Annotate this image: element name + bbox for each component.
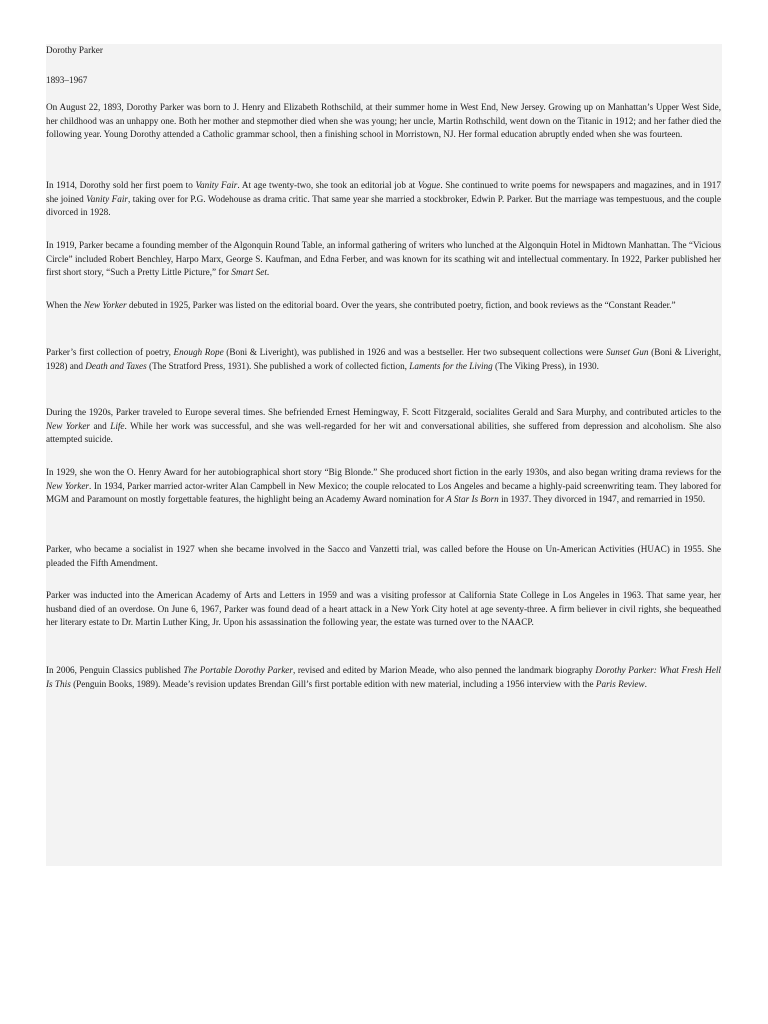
- text-run: and: [89, 420, 111, 431]
- text-run: . At age twenty-two, she took an editorial job at: [237, 180, 418, 190]
- paragraph-europe: [46, 406, 721, 447]
- text-run: , revised and edited by Marion Meade, who also penned the landmark biography: [292, 665, 596, 675]
- paragraph-new-yorker: [46, 299, 721, 313]
- italic-text-run: Vanity Fair: [195, 180, 238, 190]
- italic-text-run: Sunset Gun: [606, 347, 649, 357]
- document-title: Dorothy Parker: [46, 45, 103, 55]
- italic-text-run: Smart Set: [231, 267, 267, 278]
- text-run: On August 22, 1893, Dorothy Parker was born to J. Henry and Elizabeth Rothschild, at their summer home in West End, New Jersey. Growing up on Manhattan’s Upper West Side, her childhood was an unhappy one. Both her mother and stepmother died when she was young; her uncle, Martin Rothschild, went down on the Titanic in 1912; and her father died the following year. Young Dorothy attended a Catholic grammar school, then a finishing school in Morristown, NJ. Her formal education abruptly ended when she was fourteen.: [46, 102, 721, 140]
- text-run: in 1937. They divorced in 1947, and remarried in 1950.: [498, 494, 706, 505]
- paragraph-algonquin: [46, 239, 721, 280]
- text-run: .: [266, 267, 270, 278]
- text-run: .: [644, 678, 647, 689]
- paragraph-legacy: [46, 664, 721, 691]
- paragraph-poetry: [46, 346, 721, 373]
- italic-text-run: The Portable Dorothy Parker: [183, 665, 293, 675]
- text-run: In 1919, Parker became a founding member of the Algonquin Round Table, an informal gathering of writers who lunched at the Algonquin Hotel in Midtown Manhattan. The “Vicious Circle” included Robert Benchley, Harpo Marx, George S. Kaufman, and Edna Ferber, and was known for its scathing wit and intellectual commentary. In 1922, Parker published her first short story, “Such a Pretty Little Picture,” for: [46, 240, 721, 278]
- text-run: Parker was inducted into the American Academy of Arts and Letters in 1959 and was a visiting professor at California State College in Los Angeles in 1963. That same year, her husband died of an overdose. On June 6, 1967, Parker was found dead of a heart attack in a New York City hotel at age seventy-three. A firm believer in civil rights, she bequeathed her literary estate to Dr. Martin Luther King, Jr. Upon his assassination the following year, the estate was turned over to the NAACP.: [46, 590, 721, 628]
- italic-text-run: Laments for the Living: [409, 360, 493, 371]
- paragraph-birth: [46, 101, 721, 142]
- paragraph-later-life: [46, 589, 721, 630]
- text-run: (The Viking Press), in 1930.: [492, 360, 599, 371]
- paragraph-huac: [46, 543, 721, 570]
- italic-text-run: New Yorker: [46, 480, 90, 491]
- paragraph-hollywood: [46, 466, 721, 507]
- text-run: . She continued to write poems for newspapers and magazines, and in 1917 she joined: [46, 180, 721, 204]
- text-run: In 2006, Penguin Classics published: [46, 665, 184, 675]
- italic-text-run: A Star Is Born: [446, 494, 499, 505]
- text-run: Parker, who became a socialist in 1927 when she became involved in the Sacco and Vanzetti trial, was called before the House on Un-American Activities (HUAC) in 1955. She pleaded the Fifth Amendment.: [46, 544, 721, 568]
- italic-text-run: New Yorker: [46, 420, 90, 431]
- italic-text-run: Vanity Fair: [86, 193, 128, 204]
- italic-text-run: Enough Rope: [173, 347, 224, 357]
- text-run: In 1929, she won the O. Henry Award for her autobiographical short story “Big Blonde.” She produced short fiction in the early 1930s, and also began writing drama reviews for the: [46, 467, 721, 477]
- text-run: , taking over for P.G. Wodehouse as drama critic. That same year she married a stockbroker, Edwin P. Parker. But the marriage was tempestuous, and the couple divorced in 1928.: [46, 193, 721, 218]
- italic-text-run: Vogue: [417, 180, 441, 190]
- italic-text-run: Dorothy Parker: What Fresh Hell Is This: [46, 665, 721, 689]
- text-run: When the: [46, 300, 84, 310]
- document-dates: 1893–1967: [46, 75, 88, 85]
- italic-text-run: Death and Taxes: [85, 360, 147, 371]
- text-run: (Boni & Liveright, 1928) and: [46, 347, 721, 371]
- document-page: [46, 44, 722, 866]
- text-run: (The Stratford Press, 1931). She published a work of collected fiction,: [146, 360, 410, 371]
- italic-text-run: Life: [110, 420, 125, 431]
- text-run: Parker’s first collection of poetry,: [46, 347, 174, 357]
- text-run: debuted in 1925, Parker was listed on the editorial board. Over the years, she contributed poetry, fiction, and book reviews as the “Constant Reader.”: [126, 300, 676, 310]
- italic-text-run: New Yorker: [83, 300, 127, 310]
- text-run: During the 1920s, Parker traveled to Europe several times. She befriended Ernest Hemingway, F. Scott Fitzgerald, socialites Gerald and Sara Murphy, and contributed articles to the: [46, 407, 721, 417]
- text-run: (Boni & Liveright), was published in 1926 and was a bestseller. Her two subsequent collections were: [223, 347, 607, 357]
- text-run: (Penguin Books, 1989). Meade’s revision updates Brendan Gill’s first portable edition with new material, including a 1956 interview with the: [70, 678, 596, 689]
- text-run: . In 1934, Parker married actor-writer Alan Campbell in New Mexico; the couple relocated to Los Angeles and became a highly-paid screenwriting team. They labored for MGM and Paramount on mostly forgettable features, the highlight being an Academy Award nomination for: [46, 480, 722, 505]
- text-run: In 1914, Dorothy sold her first poem to: [46, 180, 196, 190]
- text-run: . While her work was successful, and she was well-regarded for her wit and conversational abilities, she suffered from depression and alcoholism. She also attempted suicide.: [46, 420, 722, 445]
- paragraph-early-career: [46, 179, 721, 220]
- italic-text-run: Paris Review: [595, 678, 645, 689]
